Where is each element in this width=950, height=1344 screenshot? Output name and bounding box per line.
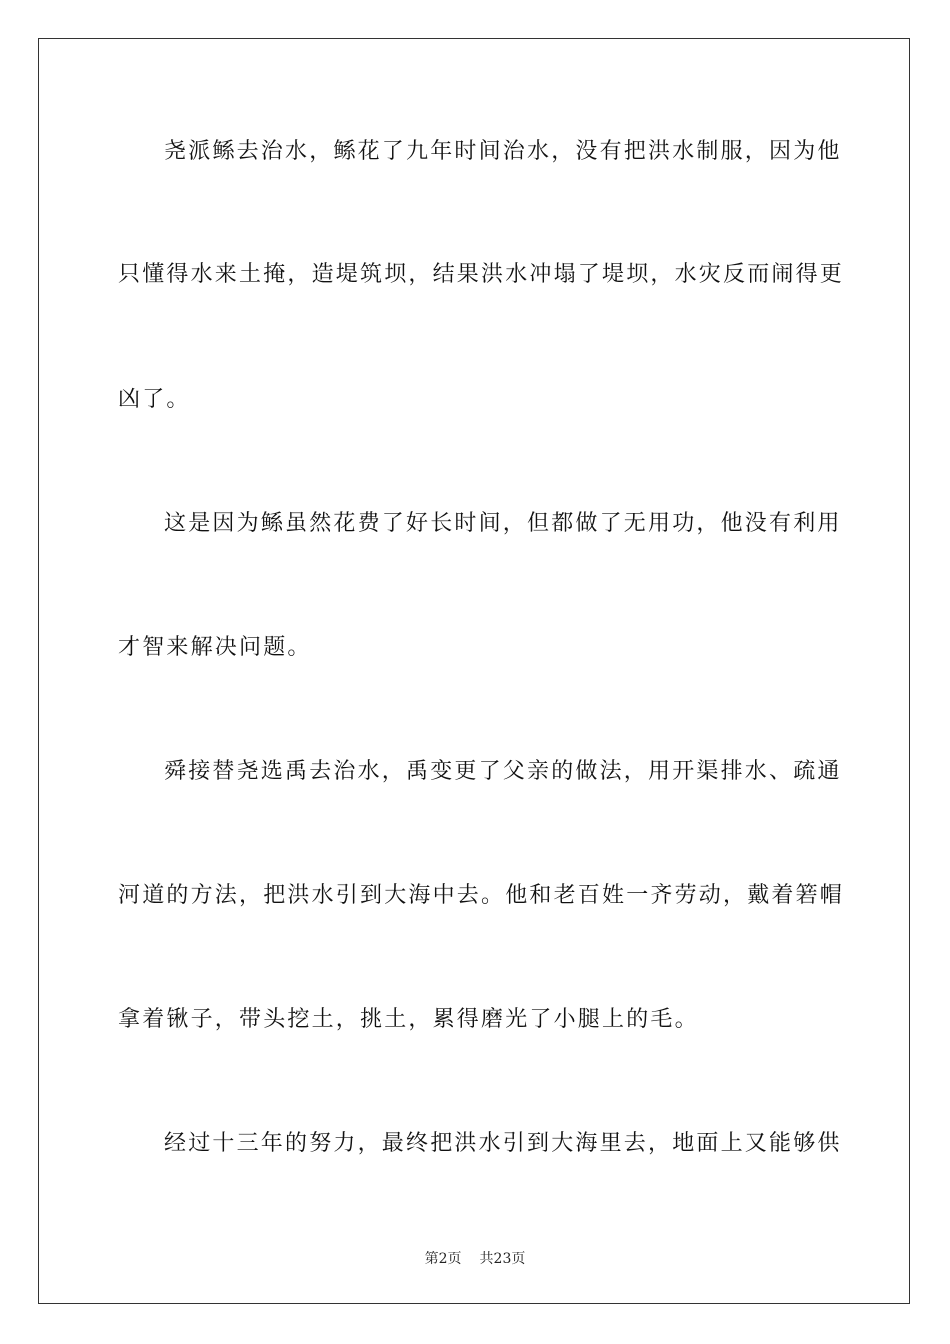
page-border [38,38,910,1304]
page-number: 第2页 [424,1251,462,1267]
page-footer [0,1248,950,1268]
paragraph-4-line-1: 经过十三年的努力，最终把洪水引到大海里去，地面上又能够供 [164,1131,842,1156]
page-total: 共23页 [479,1251,526,1267]
paragraph-1-line-3: 凶了。 [118,387,191,412]
paragraph-1-line-2: 只懂得水来土掩，造堤筑坝，结果洪水冲塌了堤坝，水灾反而闹得更 [118,262,845,287]
paragraph-3-line-1: 舜接替尧选禹去治水，禹变更了父亲的做法，用开渠排水、疏通 [164,759,842,784]
paragraph-1-line-1: 尧派鲧去治水，鲧花了九年时间治水，没有把洪水制服，因为他 [164,139,842,164]
paragraph-2-line-2: 才智来解决问题。 [118,635,312,660]
paragraph-3-line-3: 拿着锹子，带头挖土，挑土，累得磨光了小腿上的毛。 [118,1007,699,1032]
paragraph-3-line-2: 河道的方法，把洪水引到大海中去。他和老百姓一齐劳动，戴着箬帽 [118,883,845,908]
paragraph-2-line-1: 这是因为鲧虽然花费了好长时间，但都做了无用功，他没有利用 [164,511,842,536]
